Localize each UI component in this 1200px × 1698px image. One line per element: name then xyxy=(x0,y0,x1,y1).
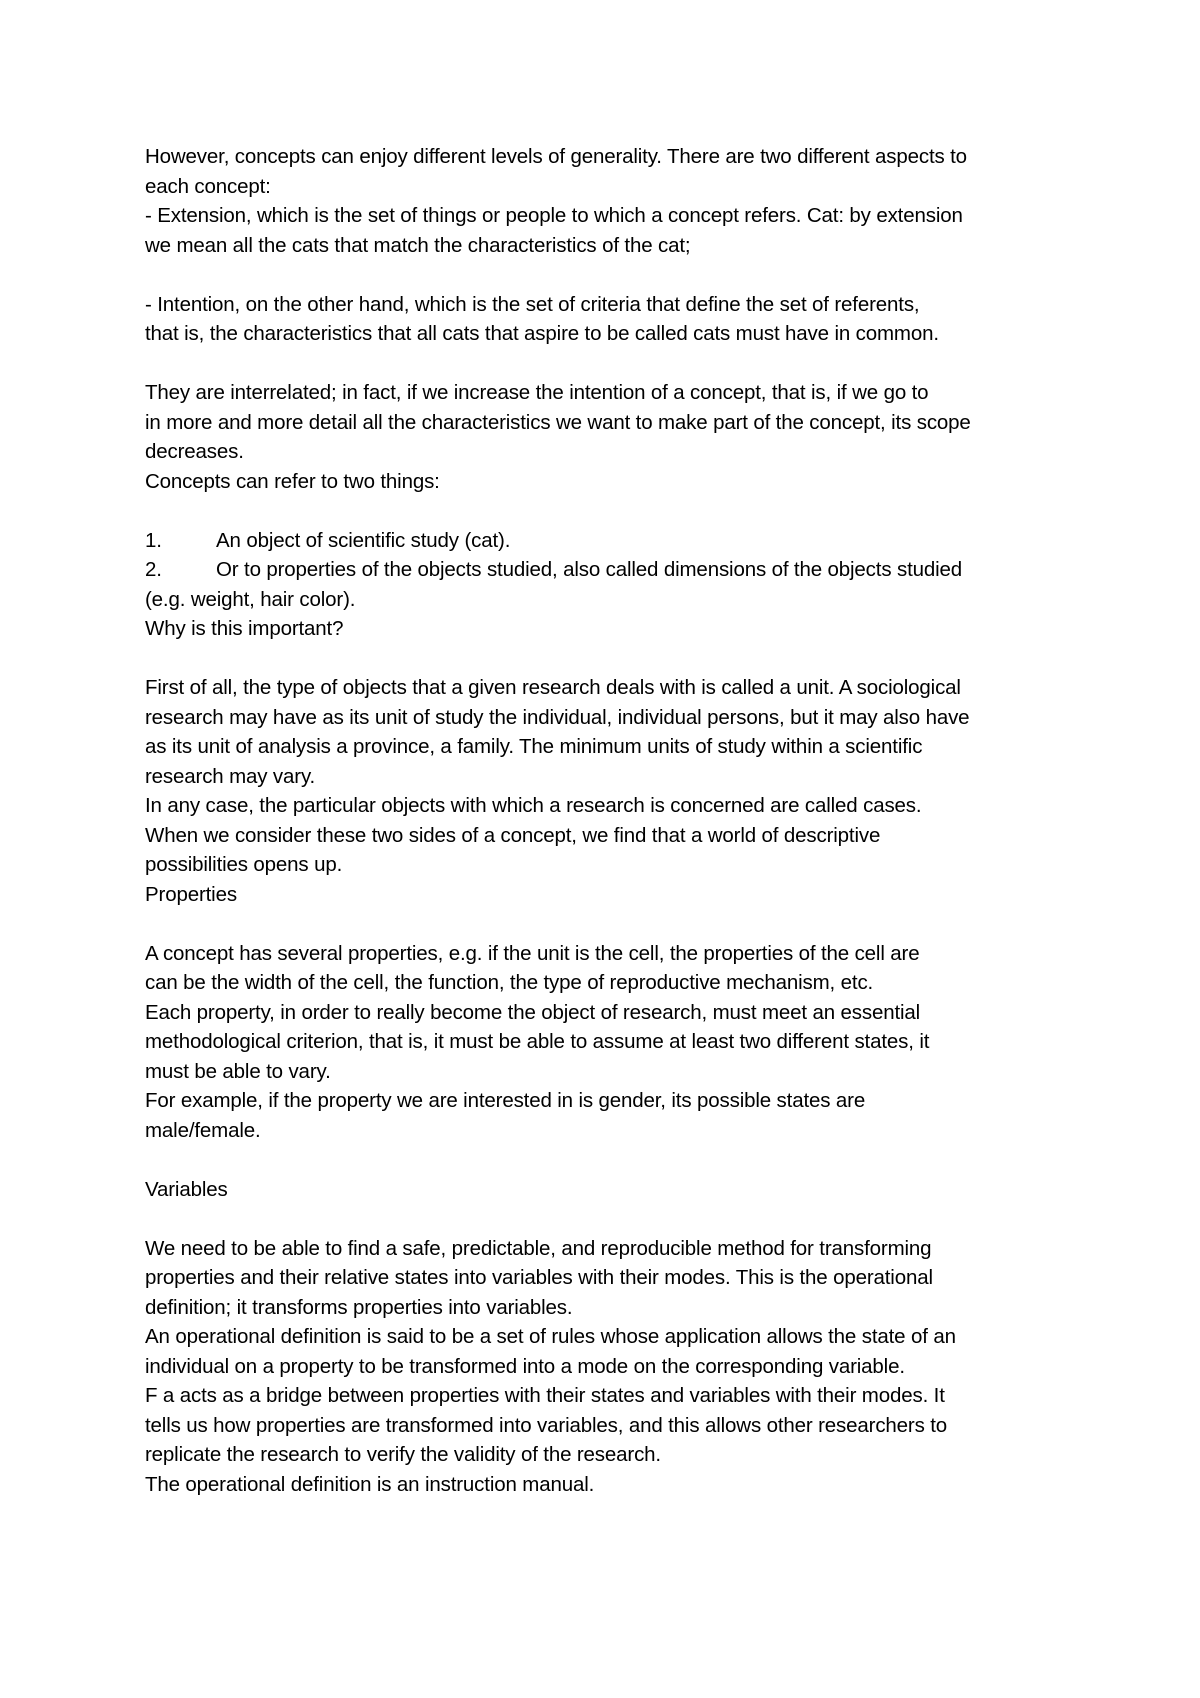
text-line: When we consider these two sides of a concept, we find that a world of descriptive xyxy=(145,823,881,847)
blank-line xyxy=(145,1145,1075,1175)
text-line: can be the width of the cell, the function, the type of reproductive mechanism, etc. xyxy=(145,971,874,994)
text-line: properties and their relative states into variables with their modes. This is the operational xyxy=(145,1266,933,1289)
list-item xyxy=(145,555,1075,585)
blank-line xyxy=(145,260,1075,290)
section-heading-properties: Properties xyxy=(145,882,237,906)
text-line: - Intention, on the other hand, which is the set of criteria that define the set of referents, xyxy=(145,292,920,316)
blank-line xyxy=(145,496,1075,526)
text-line: In any case, the particular objects with which a research is concerned are called cases. xyxy=(145,794,922,817)
list-number: 1. xyxy=(145,528,162,552)
text-line: (e.g. weight, hair color). xyxy=(145,587,356,611)
text-line: F a acts as a bridge between properties with their states and variables with their modes. It xyxy=(145,1384,945,1407)
text-line: However, concepts can enjoy different levels of generality. There are two different aspects to xyxy=(145,145,967,168)
blank-line xyxy=(145,1204,1075,1234)
text-line: replicate the research to verify the validity of the research. xyxy=(145,1443,661,1466)
blank-line xyxy=(145,909,1075,939)
text-line: A concept has several properties, e.g. if the unit is the cell, the properties of the cell are xyxy=(145,941,920,965)
text-line: decreases. xyxy=(145,440,244,463)
text-line: as its unit of analysis a province, a family. The minimum units of study within a scientific xyxy=(145,735,923,758)
text-line: For example, if the property we are interested in is gender, its possible states are xyxy=(145,1089,866,1112)
text-line: The operational definition is an instruction manual. xyxy=(145,1472,595,1496)
text-line: possibilities opens up. xyxy=(145,853,343,876)
text-line: individual on a property to be transformed into a mode on the corresponding variable. xyxy=(145,1354,905,1378)
text-line: - Extension, which is the set of things or people to which a concept refers. Cat: by extension xyxy=(145,204,963,227)
text-line: research may vary. xyxy=(145,764,316,788)
text-line: An operational definition is said to be a set of rules whose application allows the state of an xyxy=(145,1325,956,1348)
text-line: must be able to vary. xyxy=(145,1059,331,1083)
section-heading-variables: Variables xyxy=(145,1177,228,1201)
blank-line xyxy=(145,349,1075,379)
text-line: we mean all the cats that match the characteristics of the cat; xyxy=(145,233,691,257)
text-line: each concept: xyxy=(145,174,271,198)
text-line: male/female. xyxy=(145,1118,261,1142)
text-line: tells us how properties are transformed into variables, and this allows other researchers to xyxy=(145,1413,948,1437)
text-line: definition; it transforms properties into variables. xyxy=(145,1295,573,1319)
text-line: research may have as its unit of study the individual, individual persons, but it may also have xyxy=(145,705,970,729)
text-line: Concepts can refer to two things: xyxy=(145,469,440,493)
text-line: in more and more detail all the characteristics we want to make part of the concept, its scope xyxy=(145,410,971,434)
text-line: First of all, the type of objects that a given research deals with is called a unit. A sociological xyxy=(145,676,961,699)
list-text: Or to properties of the objects studied, also called dimensions of the objects studied xyxy=(216,558,963,581)
list-text: An object of scientific study (cat). xyxy=(216,528,511,552)
text-line: They are interrelated; in fact, if we increase the intention of a concept, that is, if we go to xyxy=(145,381,929,404)
text-line: that is, the characteristics that all cats that aspire to be called cats must have in common. xyxy=(145,322,939,345)
list-number: 2. xyxy=(145,558,162,581)
blank-line xyxy=(145,644,1075,674)
document-body xyxy=(145,142,1075,1499)
text-line: methodological criterion, that is, it must be able to assume at least two different states, it xyxy=(145,1030,930,1053)
list-item xyxy=(145,526,1075,556)
text-line: Each property, in order to really become the object of research, must meet an essential xyxy=(145,1000,921,1024)
text-line: Why is this important? xyxy=(145,617,344,640)
text-line: We need to be able to find a safe, predictable, and reproducible method for transforming xyxy=(145,1236,932,1260)
